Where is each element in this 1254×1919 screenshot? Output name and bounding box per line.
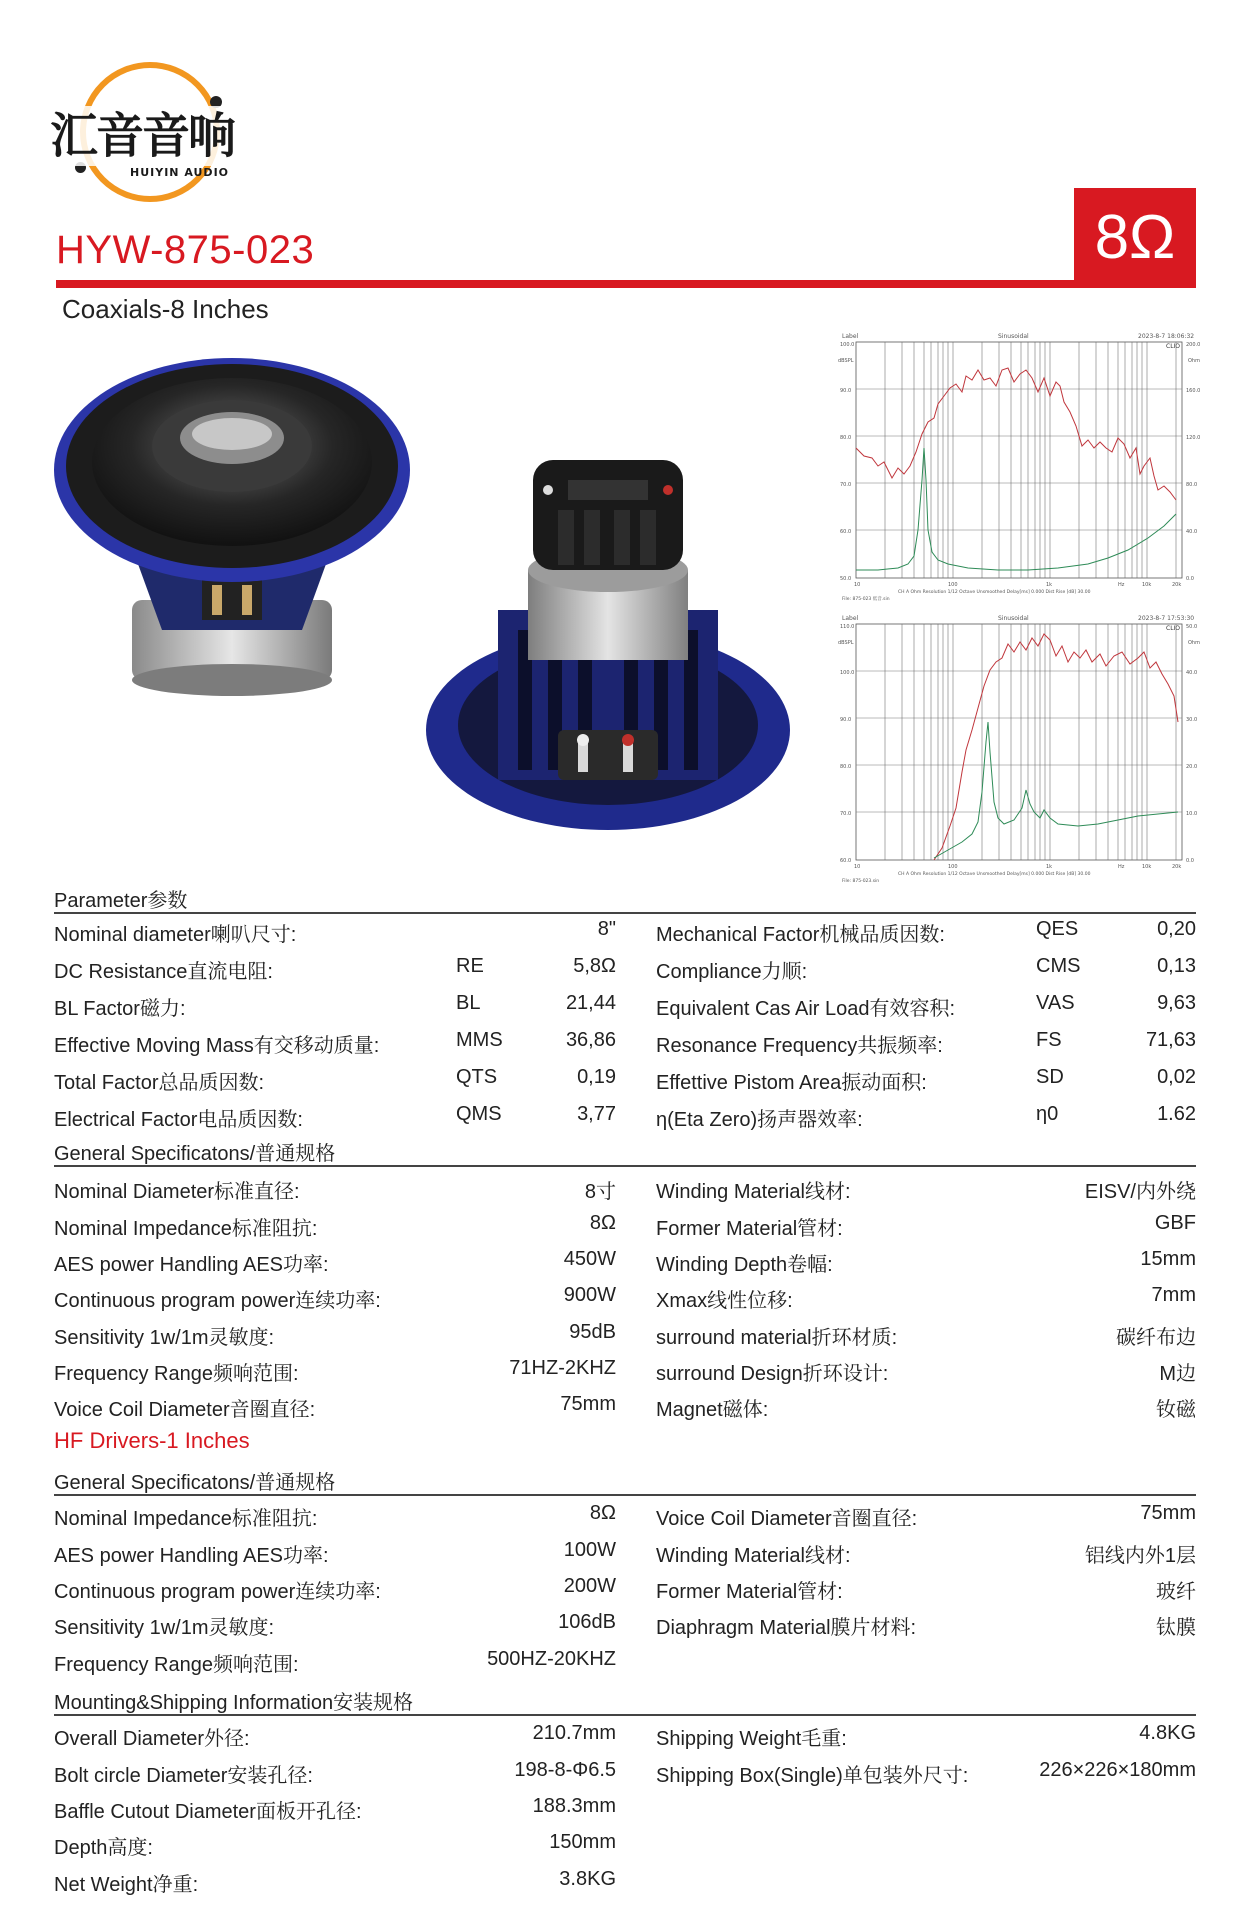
spec-value: 71HZ-2KHZ [509, 1357, 616, 1379]
param-value: 3,77 [577, 1103, 616, 1125]
param-label: Resonance Frequency共振频率: [656, 1035, 943, 1057]
y-tick: 50.0 [840, 576, 852, 582]
hf-specs-title: General Specificatons/普通规格 [54, 1472, 336, 1494]
speaker-rear-photo [418, 460, 798, 840]
spec-row [54, 1357, 616, 1387]
spec-row [656, 1321, 1196, 1351]
param-row [54, 955, 616, 985]
parameters-title: Parameter参数 [54, 890, 188, 912]
graph-footer: CH A Ohm Resolution 1/12 Octave Unsmoothed Delay[ms] 0.000 Dist Rise [dB] 30.00 [898, 590, 1091, 595]
section-rule [54, 1714, 1196, 1716]
y-tick-right: 40.0 [1186, 529, 1198, 535]
graph-corner: CLIO [1166, 343, 1181, 350]
mounting-row [656, 1722, 1196, 1752]
spec-label: Continuous program power连续功率: [54, 1290, 381, 1312]
spec-value: 75mm [1140, 1502, 1196, 1524]
spec-label: Shipping Weight毛重: [656, 1728, 847, 1750]
hf-spec-row [656, 1575, 1196, 1605]
hf-spec-row [656, 1611, 1196, 1641]
impedance-badge: 8Ω [1074, 188, 1196, 288]
spec-row [54, 1284, 616, 1314]
spec-value: 8Ω [589, 1502, 616, 1524]
graph-timestamp: 2023-8-7 17:53:30 [1138, 615, 1195, 622]
spec-value: 碳纤布边 [1116, 1327, 1196, 1349]
spec-value: M边 [1159, 1363, 1196, 1385]
param-row [656, 1029, 1196, 1059]
param-label: Effective Moving Mass有交移动质量: [54, 1035, 380, 1057]
x-tick: 10 [854, 582, 861, 588]
spec-value: 15mm [1140, 1248, 1196, 1270]
spec-label: AES power Handling AES功率: [54, 1254, 329, 1276]
x-tick: Hz [1118, 864, 1125, 870]
impedance-curve [934, 722, 1178, 858]
param-symbol: η0 [1036, 1103, 1059, 1125]
y-tick-right: 0.0 [1186, 858, 1194, 864]
param-value: 8" [597, 918, 616, 940]
spec-value: 450W [563, 1248, 616, 1270]
spec-row [656, 1393, 1196, 1423]
param-value: 5,8Ω [573, 955, 616, 977]
spec-value: 钕磁 [1156, 1399, 1196, 1421]
graph-corner: CLIO [1166, 625, 1181, 632]
spec-value: 8寸 [584, 1181, 616, 1203]
param-label: Compliance力顺: [656, 961, 808, 983]
param-value: 9,63 [1157, 992, 1196, 1014]
param-symbol: MMS [456, 1029, 503, 1051]
graph-label: Label [842, 333, 859, 340]
param-value: 1.62 [1157, 1103, 1196, 1125]
spec-label: Depth高度: [54, 1837, 153, 1859]
x-tick: 10k [1142, 864, 1152, 870]
param-symbol: VAS [1036, 992, 1075, 1014]
spec-label: Winding Depth卷幅: [656, 1254, 833, 1276]
graph-label: Label [842, 615, 859, 622]
spec-label: Frequency Range频响范围: [54, 1654, 299, 1676]
spec-row [656, 1212, 1196, 1242]
impedance-curve [856, 448, 1176, 570]
param-symbol: QTS [456, 1066, 498, 1088]
graph-left-unit: dBSPL [838, 358, 854, 364]
spec-value: 95dB [569, 1321, 616, 1343]
graph-footer: CH A Ohm Resolution 1/12 Octave Unsmoothed Delay[ms] 0.000 Dist Rise [dB] 30.00 [898, 872, 1091, 877]
spec-label: Magnet磁体: [656, 1399, 769, 1421]
param-label: Mechanical Factor机械品质因数: [656, 924, 945, 946]
y-tick-right: 200.0 [1186, 342, 1201, 348]
spec-label: Winding Material线材: [656, 1545, 851, 1567]
spec-value: 75mm [560, 1393, 616, 1415]
param-row [54, 1029, 616, 1059]
spec-value: 钛膜 [1156, 1617, 1196, 1639]
spec-value: 226×226×180mm [1039, 1759, 1196, 1781]
spec-label: Nominal Diameter标准直径: [54, 1181, 300, 1203]
spec-label: Frequency Range频响范围: [54, 1363, 299, 1385]
spec-value: 198-8-Φ6.5 [514, 1759, 616, 1781]
graph-right-unit: Ohm [1188, 640, 1200, 646]
spec-value: 106dB [558, 1611, 616, 1633]
spec-label: Sensitivity 1w/1m灵敏度: [54, 1617, 275, 1639]
graph-file: File: 875-023.sin [842, 879, 880, 884]
hf-driver-heading: HF Drivers-1 Inches [54, 1428, 250, 1453]
y-tick-right: 10.0 [1186, 811, 1198, 817]
graph-mode: Sinusoidal [998, 615, 1029, 622]
y-tick-right: 30.0 [1186, 717, 1198, 723]
spec-label: Former Material管材: [656, 1218, 843, 1240]
x-tick: 1k [1046, 582, 1053, 588]
spec-label: Former Material管材: [656, 1581, 843, 1603]
y-tick-right: 40.0 [1186, 670, 1198, 676]
param-row [656, 918, 1196, 948]
mounting-row [54, 1722, 616, 1752]
spec-value: 210.7mm [532, 1722, 616, 1744]
param-label: Effettive Pistom Area振动面积: [656, 1072, 927, 1094]
y-tick: 70.0 [840, 811, 852, 817]
param-row [54, 1066, 616, 1096]
mounting-row [54, 1759, 616, 1789]
y-tick-right: 50.0 [1186, 624, 1198, 630]
param-value: 36,86 [565, 1029, 616, 1051]
spec-label: Continuous program power连续功率: [54, 1581, 381, 1603]
param-symbol: CMS [1036, 955, 1081, 977]
spec-label: Shipping Box(Single)单包装外尺寸: [656, 1765, 969, 1787]
y-tick-right: 20.0 [1186, 764, 1198, 770]
spec-label: Xmax线性位移: [656, 1290, 793, 1312]
y-tick-right: 0.0 [1186, 576, 1194, 582]
spec-label: surround Design折环设计: [656, 1363, 889, 1385]
spec-label: Nominal Impedance标准阻抗: [54, 1508, 318, 1530]
x-tick: 1k [1046, 864, 1053, 870]
param-row [656, 1066, 1196, 1096]
y-tick: 100.0 [840, 342, 855, 348]
y-tick: 100.0 [840, 670, 855, 676]
param-value: 0,13 [1157, 955, 1196, 977]
hf-spec-row [54, 1648, 616, 1678]
param-symbol: RE [456, 955, 484, 977]
spec-row [656, 1175, 1196, 1205]
param-value: 0,19 [577, 1066, 616, 1088]
param-symbol: QMS [456, 1103, 502, 1125]
spec-value: 4.8KG [1139, 1722, 1196, 1744]
param-label: Electrical Factor电品质因数: [54, 1109, 303, 1131]
param-label: Nominal diameter喇叭尺寸: [54, 924, 297, 946]
param-label: η(Eta Zero)扬声器效率: [656, 1109, 863, 1131]
spec-row [54, 1212, 616, 1242]
spec-label: Sensitivity 1w/1m灵敏度: [54, 1327, 275, 1349]
param-row [54, 918, 616, 948]
spl-curve [856, 368, 1176, 500]
param-value: 21,44 [565, 992, 616, 1014]
y-tick-right: 120.0 [1186, 435, 1201, 441]
spec-value: 8Ω [589, 1212, 616, 1234]
spec-row [656, 1248, 1196, 1278]
spec-value: 玻纤 [1156, 1581, 1196, 1603]
graph-mode: Sinusoidal [998, 333, 1029, 340]
graph-left-unit: dBSPL [838, 640, 854, 646]
x-tick: 20k [1172, 864, 1182, 870]
spec-value: 铝线内外1层 [1084, 1545, 1196, 1567]
param-value: 0,02 [1157, 1066, 1196, 1088]
param-symbol: QES [1036, 918, 1079, 940]
brand-logo [50, 62, 250, 212]
y-tick: 60.0 [840, 858, 852, 864]
spec-value: 100W [563, 1539, 616, 1561]
y-tick: 60.0 [840, 529, 852, 535]
y-tick-right: 160.0 [1186, 388, 1201, 394]
spec-value: GBF [1154, 1212, 1196, 1234]
brand-name-cn: 汇音音响 [50, 106, 250, 166]
spec-row [54, 1175, 616, 1205]
model-number: HYW-875-023 [56, 228, 315, 272]
param-label: BL Factor磁力: [54, 998, 186, 1020]
hf-spec-row [54, 1502, 616, 1532]
y-tick: 90.0 [840, 717, 852, 723]
param-row [656, 1103, 1196, 1133]
graph-right-unit: Ohm [1188, 358, 1200, 364]
spec-value: 900W [563, 1284, 616, 1306]
y-tick-right: 80.0 [1186, 482, 1198, 488]
param-value: 71,63 [1145, 1029, 1196, 1051]
spec-label: Overall Diameter外径: [54, 1728, 250, 1750]
param-label: Total Factor总品质因数: [54, 1072, 265, 1094]
spec-value: EISV/内外绕 [1084, 1181, 1196, 1203]
x-tick: 10 [854, 864, 861, 870]
y-tick: 90.0 [840, 388, 852, 394]
spec-label: Nominal Impedance标准阻抗: [54, 1218, 318, 1240]
spl-curve [934, 634, 1178, 860]
spec-row [656, 1357, 1196, 1387]
x-tick: 10k [1142, 582, 1152, 588]
spec-label: surround material折环材质: [656, 1327, 898, 1349]
graph-file: File: 875-023 低音.sin [842, 597, 890, 602]
hf-spec-row [54, 1539, 616, 1569]
spec-label: Diaphragm Material膜片材料: [656, 1617, 917, 1639]
param-row [656, 992, 1196, 1022]
param-row [54, 1103, 616, 1133]
spec-value: 7mm [1151, 1284, 1196, 1306]
spec-row [54, 1393, 616, 1423]
spec-label: Voice Coil Diameter音圈直径: [656, 1508, 918, 1530]
spec-label: Baffle Cutout Diameter面板开孔径: [54, 1801, 362, 1823]
x-tick: Hz [1118, 582, 1125, 588]
param-symbol: BL [456, 992, 481, 1014]
param-label: Equivalent Cas Air Load有效容积: [656, 998, 956, 1020]
spec-row [54, 1248, 616, 1278]
param-row [54, 992, 616, 1022]
mounting-row [54, 1831, 616, 1861]
header-rule [56, 280, 1076, 288]
mounting-row [54, 1868, 616, 1898]
section-rule [54, 1494, 1196, 1496]
y-tick: 80.0 [840, 764, 852, 770]
brand-name-en: HUIYIN AUDIO [130, 166, 230, 179]
frequency-response-graph-tweeter [838, 612, 1212, 884]
hf-spec-row [656, 1539, 1196, 1569]
param-symbol: FS [1036, 1029, 1062, 1051]
y-tick: 80.0 [840, 435, 852, 441]
param-label: DC Resistance直流电阻: [54, 961, 273, 983]
hf-spec-row [54, 1611, 616, 1641]
product-subtitle: Coaxials-8 Inches [62, 294, 269, 324]
speaker-front-photo [52, 330, 412, 710]
x-tick: 100 [948, 582, 958, 588]
section-rule [54, 912, 1196, 914]
spec-value: 500HZ-20KHZ [487, 1648, 616, 1670]
spec-label: Voice Coil Diameter音圈直径: [54, 1399, 316, 1421]
mounting-row [656, 1759, 1196, 1789]
spec-value: 150mm [549, 1831, 616, 1853]
spec-value: 188.3mm [532, 1795, 616, 1817]
spec-label: Winding Material线材: [656, 1181, 851, 1203]
spec-row [54, 1321, 616, 1351]
graph-timestamp: 2023-8-7 18:06:32 [1138, 333, 1195, 340]
spec-label: Net Weight净重: [54, 1874, 199, 1896]
y-tick: 110.0 [840, 624, 855, 630]
general-specs-title: General Specificatons/普通规格 [54, 1143, 336, 1165]
x-tick: 20k [1172, 582, 1182, 588]
spec-value: 200W [563, 1575, 616, 1597]
spec-label: AES power Handling AES功率: [54, 1545, 329, 1567]
param-row [656, 955, 1196, 985]
hf-spec-row [656, 1502, 1196, 1532]
spec-value: 3.8KG [559, 1868, 616, 1890]
mounting-row [54, 1795, 616, 1825]
y-tick: 70.0 [840, 482, 852, 488]
spec-label: Bolt circle Diameter安装孔径: [54, 1765, 313, 1787]
frequency-response-graph-woofer [838, 330, 1212, 602]
param-symbol: SD [1036, 1066, 1064, 1088]
mounting-title: Mounting&Shipping Information安装规格 [54, 1692, 414, 1714]
param-value: 0,20 [1157, 918, 1196, 940]
x-tick: 100 [948, 864, 958, 870]
hf-spec-row [54, 1575, 616, 1605]
section-rule [54, 1165, 1196, 1167]
spec-row [656, 1284, 1196, 1314]
